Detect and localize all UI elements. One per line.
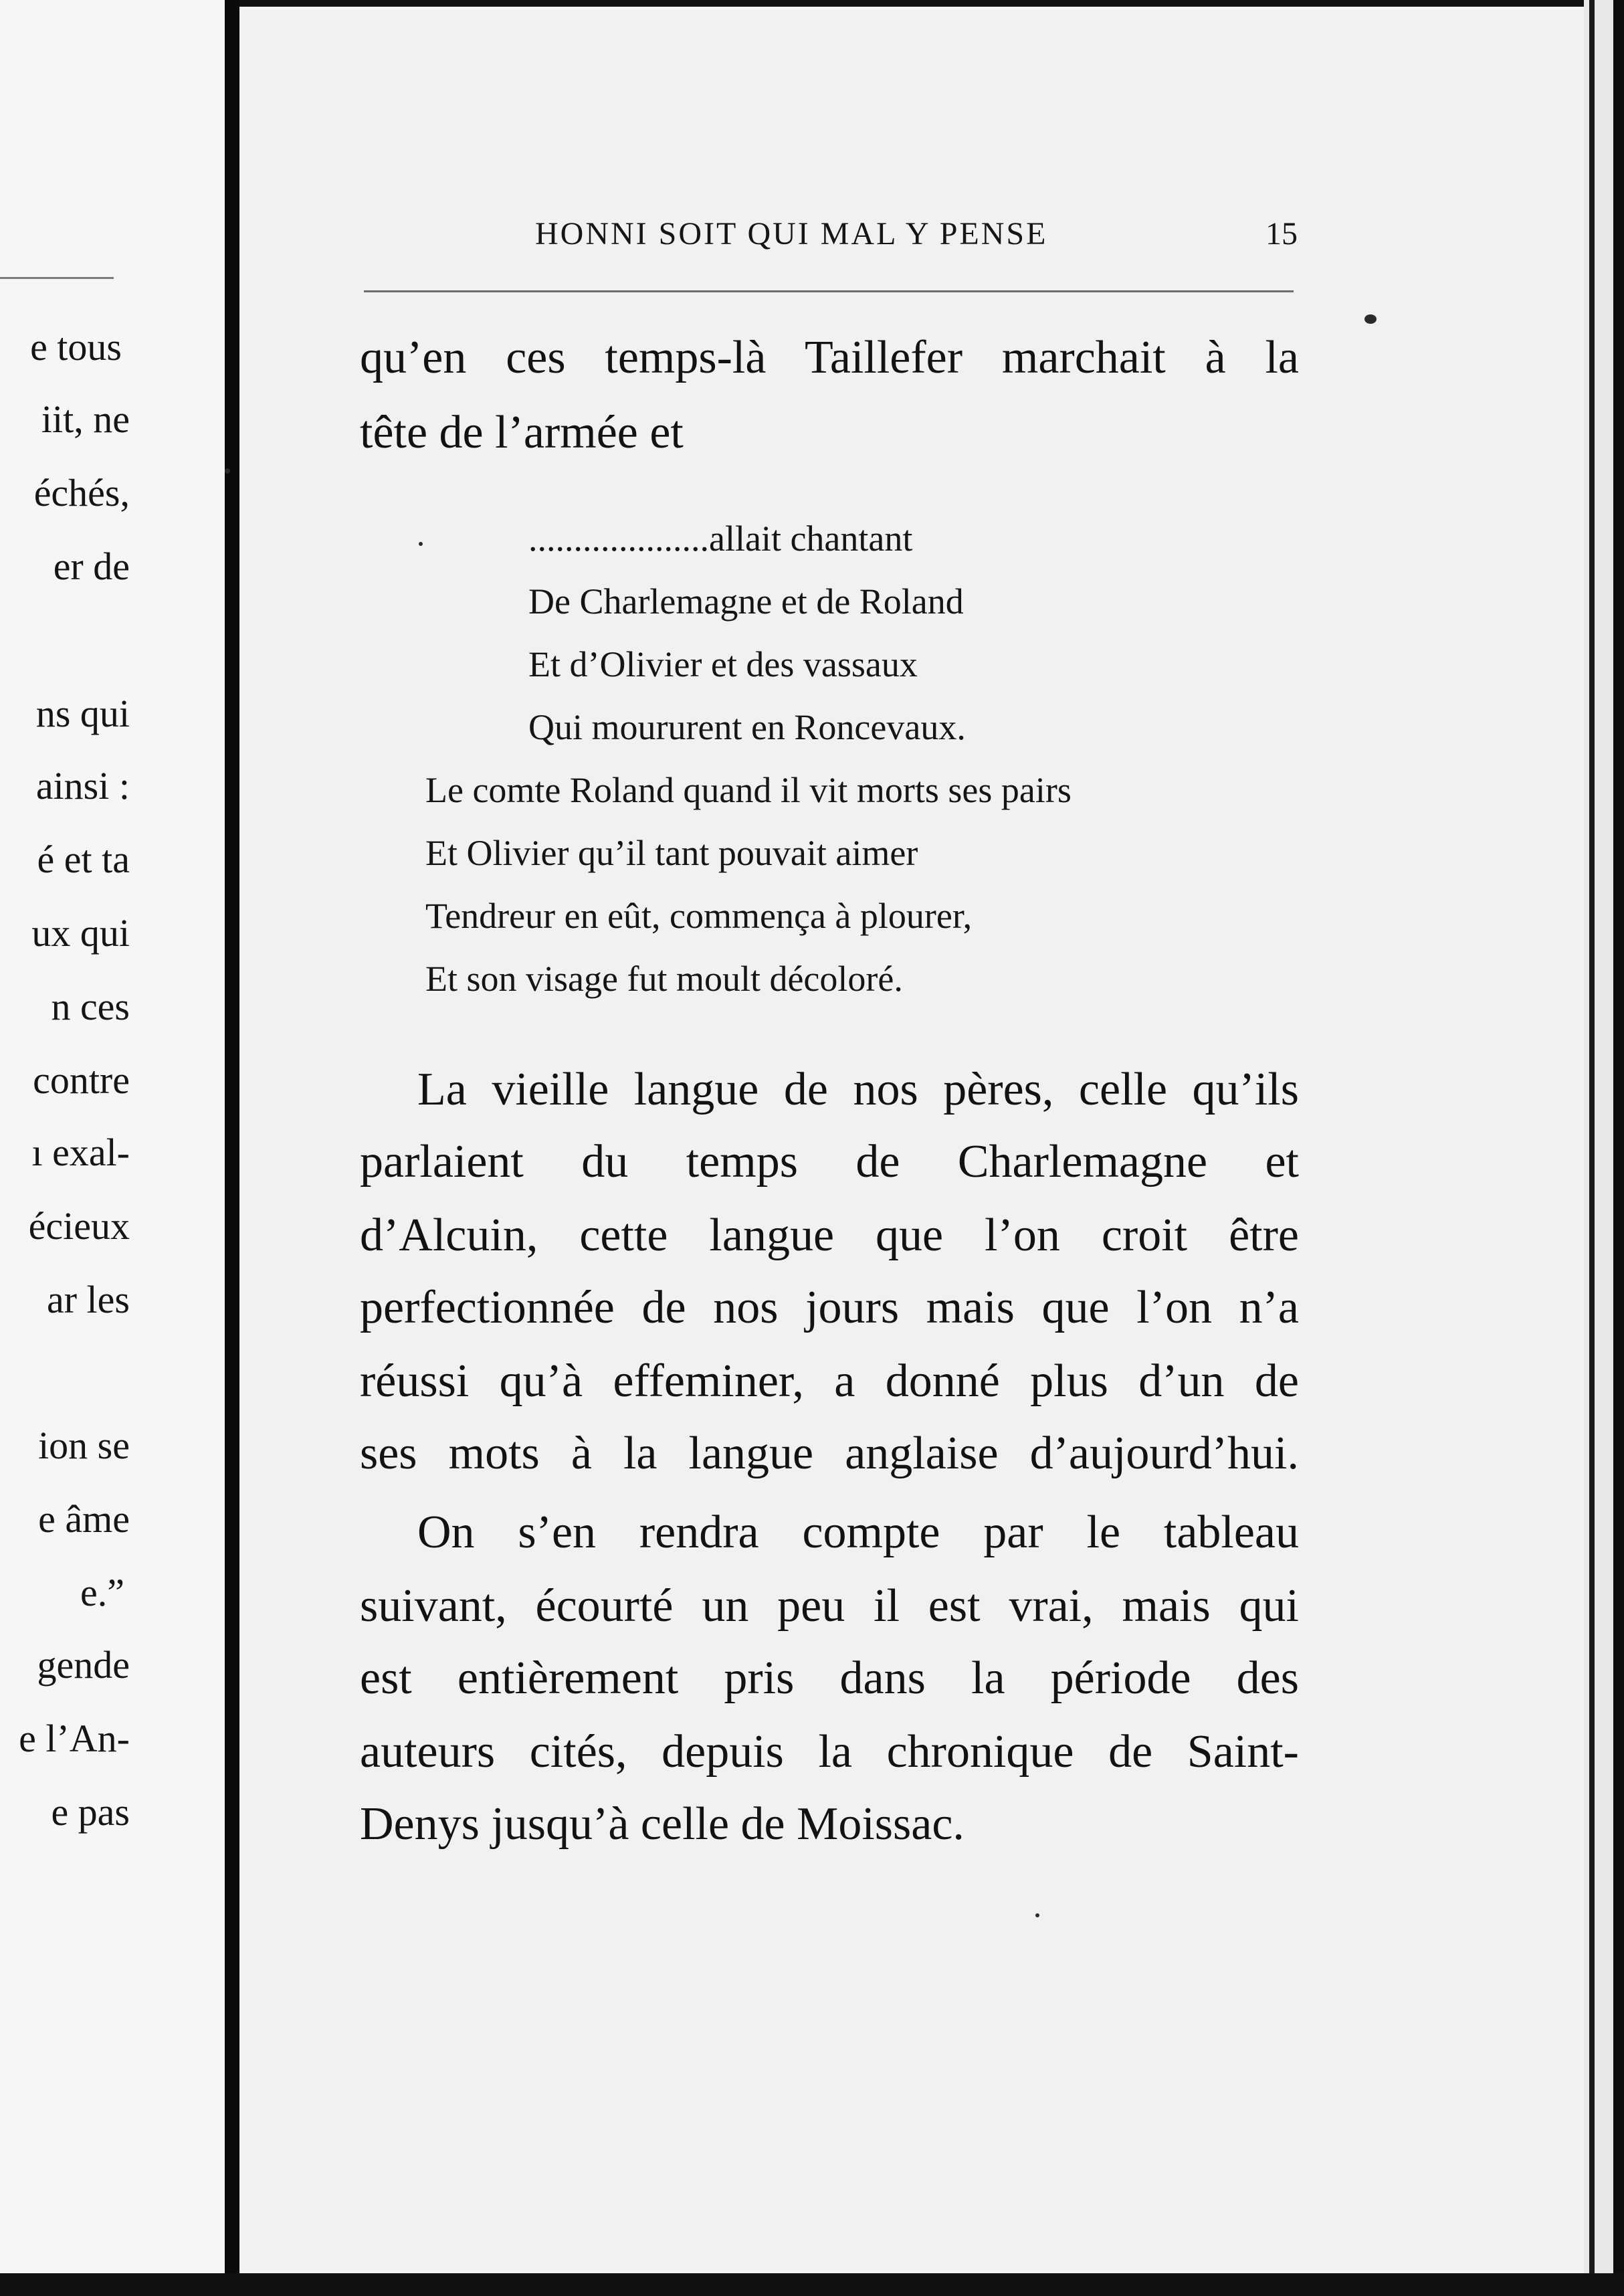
body-line: perfectionnée de nos jours mais que l’on n’a xyxy=(360,1282,1299,1333)
verse-line: Qui moururent en Roncevaux. xyxy=(528,707,966,747)
previous-page-fragment: ainsi : xyxy=(35,764,130,807)
previous-page-fragment: contre xyxy=(33,1058,130,1102)
scan-speck xyxy=(1364,314,1377,324)
previous-page-fragment: e tous xyxy=(30,325,122,369)
verse-line: Et Olivier qu’il tant pouvait aimer xyxy=(425,833,918,873)
page-number: 15 xyxy=(1265,216,1298,252)
previous-page-fragment: ar les xyxy=(47,1278,130,1321)
header-rule xyxy=(364,290,1294,292)
previous-page-fragment: er de xyxy=(53,545,130,588)
verse-line: Et son visage fut moult décoloré. xyxy=(425,959,903,999)
body-line: parlaient du temps de Charlemagne et xyxy=(360,1136,1299,1187)
scan-speck xyxy=(1035,1913,1039,1917)
body-line: tête de l’armée et xyxy=(360,407,684,458)
previous-page-fragment: ı exal- xyxy=(31,1131,130,1174)
body-line: ses mots à la langue anglaise d’aujourd’hui. xyxy=(360,1428,1299,1479)
verse-line: Le comte Roland quand il vit morts ses pairs xyxy=(425,770,1072,810)
body-line: réussi qu’à effeminer, a donné plus d’un de xyxy=(360,1355,1299,1407)
previous-page-fragment: e âme xyxy=(38,1497,130,1541)
body-line: Denys jusqu’à celle de Moissac. xyxy=(360,1798,965,1850)
body-line: d’Alcuin, cette langue que l’on croit être xyxy=(360,1210,1299,1261)
verse-line: Tendreur en eût, commença à plourer, xyxy=(425,896,973,936)
body-line: est entièrement pris dans la période des xyxy=(360,1652,1299,1704)
previous-page-rule xyxy=(0,277,114,279)
verse-line: De Charlemagne et de Roland xyxy=(528,581,964,621)
scan-bottom-border xyxy=(0,2273,1624,2296)
scan-right-border xyxy=(1613,0,1624,2296)
verse-line: ....................allait chantant xyxy=(528,518,913,559)
previous-page-fragment: échés, xyxy=(33,471,130,514)
body-line: auteurs cités, depuis la chronique de Saint- xyxy=(360,1726,1299,1778)
previous-page-fragment: é et ta xyxy=(37,838,130,881)
scan-top-border xyxy=(239,0,1624,7)
body-line: On s’en rendra compte par le tableau xyxy=(417,1507,1299,1558)
previous-page-fragment: gende xyxy=(37,1643,130,1687)
previous-page-fragment: e l’An- xyxy=(19,1717,130,1760)
book-gutter xyxy=(225,0,239,2296)
scan-speck xyxy=(225,468,230,474)
previous-page-fragment: e.” xyxy=(80,1571,124,1614)
previous-page-fragment: ux qui xyxy=(31,911,130,955)
previous-page-fragment: ion se xyxy=(38,1424,130,1467)
previous-page-fragment: écieux xyxy=(28,1204,130,1248)
previous-page-fragment: e pas xyxy=(51,1790,130,1834)
body-line: suivant, écourté un peu il est vrai, mais qui xyxy=(360,1580,1299,1632)
body-line: La vieille langue de nos pères, celle qu’ils xyxy=(417,1064,1299,1115)
previous-page-fragment: iit, ne xyxy=(41,397,130,441)
scan-speck xyxy=(419,542,423,546)
previous-page xyxy=(0,0,225,2296)
previous-page-fragment: ns qui xyxy=(35,692,130,735)
running-head: HONNI SOIT QUI MAL Y PENSE xyxy=(535,216,1048,252)
page-edge-line xyxy=(1589,0,1595,2296)
previous-page-fragment: n ces xyxy=(51,985,130,1028)
verse-line: Et d’Olivier et des vassaux xyxy=(528,644,918,684)
body-line: qu’en ces temps-là Taillefer marchait à la xyxy=(360,332,1299,383)
